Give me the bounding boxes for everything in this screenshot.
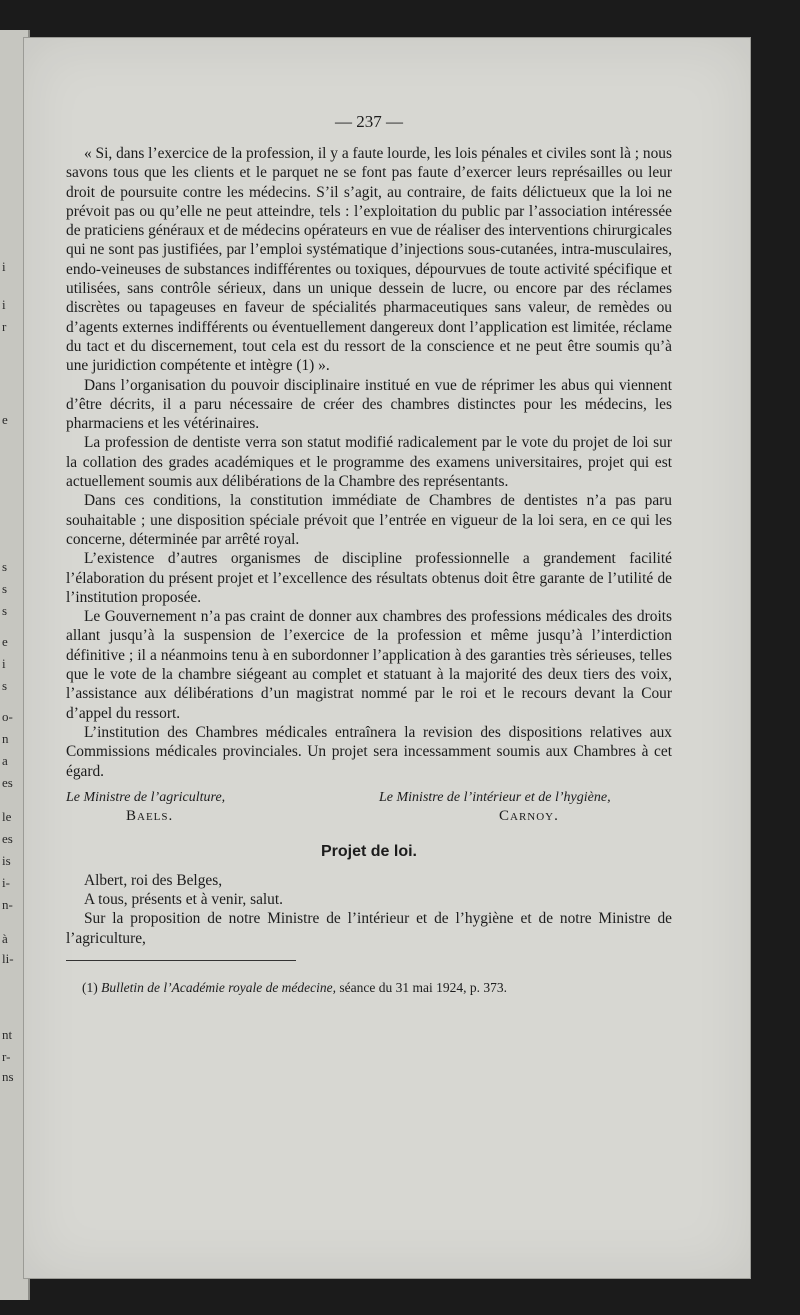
footnote-divider — [66, 960, 296, 961]
footnote-detail: séance du 31 mai 1924, p. 373. — [339, 979, 507, 995]
margin-fragment: à — [2, 931, 8, 946]
page-number: — 237 — — [335, 112, 403, 131]
margin-fragment: i — [2, 259, 6, 274]
signature-name: Baels. — [126, 807, 174, 824]
law-preamble-line: Sur la proposition de notre Ministre de l’intérieur et de l’hygiène et de notre Ministre de l’agriculture, — [66, 910, 672, 947]
margin-fragment: ns — [2, 1069, 14, 1084]
minister-signatures — [66, 789, 672, 825]
law-preamble-line: A tous, présents et à venir, salut. — [84, 891, 283, 909]
body-paragraph: Dans l’organisation du pouvoir disciplinaire institué en vue de réprimer les abus qui viennent d’être décrits, il a paru nécessaire de créer des chambres distinctes pour les médecins, les pharmaciens et les vétérinaires. — [66, 376, 672, 433]
body-paragraph: Le Gouvernement n’a pas craint de donner aux chambres des professions médicales des droits allant jusqu’à la suspension de l’exercice de la profession et même jusqu’à l’interdiction définitive ; il a néanmoins tenu à en subordonner l’application à des garanties très sérieuses, telles que le vote de la chambre siégeant au complet et statuant à la majorité des deux tiers des voix, l’assistance aux délibérations d’un magistrat nommé par le roi et le recours devant la Cour d’appel du ressort. — [66, 608, 672, 722]
margin-fragment: i- — [2, 875, 10, 890]
margin-fragment: es — [2, 775, 13, 790]
margin-fragment: is — [2, 853, 11, 868]
margin-fragment: s — [2, 603, 8, 618]
margin-fragment: a — [2, 753, 8, 768]
body-paragraph: La profession de dentiste verra son statut modifié radicalement par le vote du projet de loi sur la collation des grades académiques et le programme des examens universitaires, projet qui est actuellement soumis aux délibérations de la Chambre des représentants. — [66, 434, 672, 491]
body-paragraph: L’existence d’autres organismes de discipline professionnelle a grandement facilité l’élaboration du présent projet et l’excellence des résultats obtenus doit être garante de l’utilité de l’institution proposée. — [66, 550, 672, 606]
margin-fragment: r- — [2, 1049, 11, 1064]
body-paragraph: Dans ces conditions, la constitution immédiate de Chambres de dentistes n’a pas paru souhaitable ; une disposition spéciale prévoit que l’entrée en vigueur de la loi sera, en ce qui les concerne, déterminée par arrêté royal. — [66, 492, 672, 548]
margin-fragment: s — [2, 678, 8, 693]
footnote-source: Bulletin de l’Académie royale de médecine, — [101, 979, 337, 995]
margin-fragment: n — [2, 731, 9, 746]
margin-fragment: r — [2, 319, 7, 334]
footnote-marker: (1) — [82, 979, 98, 995]
signature-title: Le Ministre de l’agriculture, — [66, 789, 226, 805]
signature-name: Carnoy. — [499, 807, 559, 824]
body-paragraph: « Si, dans l’exercice de la profession, il y a faute lourde, les lois pénales et civiles sont là ; nous savons tous que les clients et le parquet ne se font pas faute d’exercer leurs représailles ou leur droit de poursuite contre les médecins. S’il s’agit, au contraire, de faits délictueux que la loi ne prévoit pas ou qu’elle ne peut atteindre, tels : l’exploitation du public par l’association intéressée de praticiens généraux et de médecins opérateurs en vue de réaliser des interventions chirurgicales qui ne sont pas justifiées, par l’emploi systématique d’injections sous-cutanées, intra-musculaires, endo-veineuses de substances indifférentes ou toxiques, dépourvues de toute activité spécifique et utilisées, sans contrôle sérieux, dans un unique dessein de lucre, ou encore par des réclames discrètes ou tapageuses en faveur de spécialités pharmaceutiques sans valeur, de remèdes ou d’agents externes indifférents ou éventuellement dangereux dont l’application est limitée, réclame du tact et du discernement, tout cela est du ressort de la conscience et ne peut être soumis qu’à une juridiction compétente et intègre (1) ». — [66, 145, 672, 375]
margin-fragment: es — [2, 831, 13, 846]
margin-fragment: le — [2, 809, 12, 824]
margin-fragment: e — [2, 412, 8, 427]
margin-fragment: s — [2, 559, 8, 574]
margin-fragment: n- — [2, 897, 13, 912]
page-content — [66, 112, 672, 996]
law-preamble-line: Albert, roi des Belges, — [84, 871, 223, 889]
margin-fragment: s — [2, 581, 8, 596]
body-paragraph: L’institution des Chambres médicales entraînera la revision des dispositions relatives aux Commissions médicales provinciales. Un projet sera incessamment soumis aux Chambres à cet égard. — [66, 723, 672, 780]
margin-fragment: e — [2, 634, 8, 649]
section-heading: Projet de loi. — [320, 842, 417, 860]
document-page — [24, 38, 750, 1278]
signature-title: Le Ministre de l’intérieur et de l’hygiène, — [379, 789, 611, 805]
signature-interior — [369, 789, 672, 825]
margin-fragment: o- — [2, 709, 13, 724]
signature-agriculture — [66, 789, 369, 825]
margin-fragment: nt — [2, 1027, 13, 1042]
margin-fragment: i — [2, 656, 6, 671]
margin-fragment: li- — [2, 951, 14, 966]
footnote — [66, 979, 672, 996]
margin-fragment: i — [2, 297, 6, 312]
